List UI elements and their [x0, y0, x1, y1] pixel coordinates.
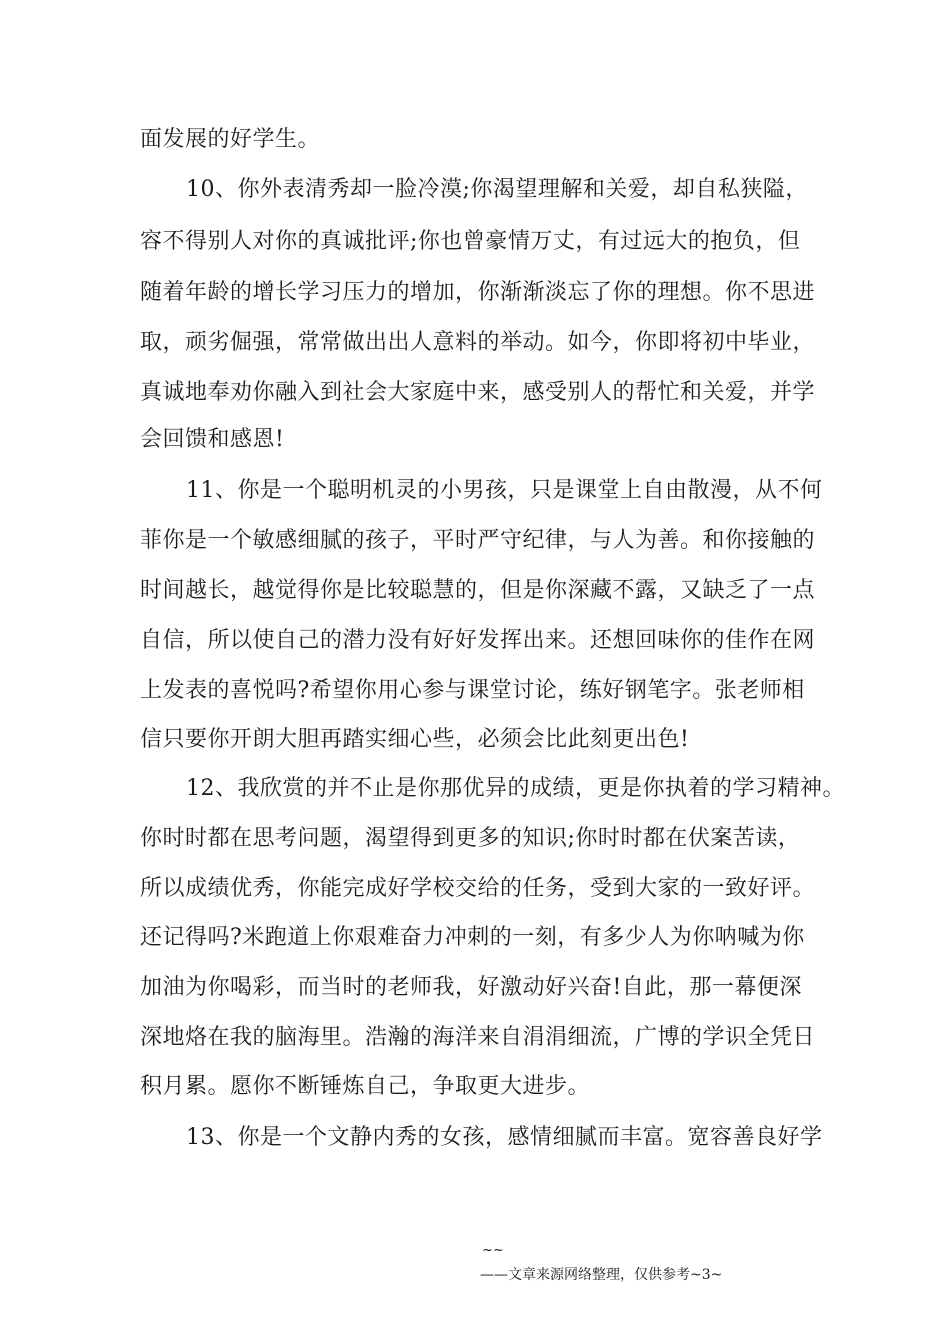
- paragraph-11-start: 11、你是一个聪明机灵的小男孩，只是课堂上自由散漫，从不何: [186, 478, 823, 503]
- text-line: 还记得吗?米跑道上你艰难奋力冲刺的一刻，有多少人为你呐喊为你: [140, 925, 805, 950]
- text-line: 自信，所以使自己的潜力没有好好发挥出来。还想回味你的佳作在网: [140, 628, 816, 653]
- paragraph-13-start: 13、你是一个文静内秀的女孩，感情细腻而丰富。宽容善良好学: [186, 1125, 823, 1150]
- text-line: 深地烙在我的脑海里。浩瀚的海洋来自涓涓细流，广博的学识全凭日: [140, 1025, 816, 1050]
- footer-mark: ~~: [482, 1243, 504, 1258]
- text-line: 取，顽劣倔强，常常做出出人意料的举动。如今，你即将初中毕业，: [140, 330, 816, 355]
- text-line: 积月累。愿你不断锤炼自己，争取更大进步。: [140, 1074, 591, 1099]
- text-line: 上发表的喜悦吗?希望你用心参与课堂讨论，练好钢笔字。张老师相: [140, 678, 805, 703]
- text-line: 你时时都在思考问题，渴望得到更多的知识;你时时都在伏案苦读，: [140, 826, 801, 851]
- paragraph-12-start: 12、我欣赏的并不止是你那优异的成绩，更是你执着的学习精神。: [186, 776, 845, 801]
- text-line: 加油为你喝彩，而当时的老师我，好激动好兴奋!自此，那一幕便深: [140, 975, 802, 1000]
- text-line: 面发展的好学生。: [140, 127, 321, 152]
- text-line: 菲你是一个敏感细腻的孩子，平时严守纪律，与人为善。和你接触的: [140, 528, 816, 553]
- text-line: 随着年龄的增长学习压力的增加，你渐渐淡忘了你的理想。你不思进: [140, 280, 816, 305]
- text-line: 信只要你开朗大胆再踏实细心些，必须会比此刻更出色!: [140, 727, 690, 752]
- text-line: 真诚地奉劝你融入到社会大家庭中来，感受别人的帮忙和关爱，并学: [140, 380, 816, 405]
- text-line: 会回馈和感恩!: [140, 427, 285, 452]
- paragraph-10-start: 10、你外表清秀却一脸冷漠;你渴望理解和关爱，却自私狭隘，: [186, 177, 808, 202]
- text-line: 所以成绩优秀，你能完成好学校交给的任务，受到大家的一致好评。: [140, 876, 816, 901]
- text-line: 容不得别人对你的真诚批评;你也曾豪情万丈，有过远大的抱负，但: [140, 229, 801, 254]
- footer-note: ——文章来源网络整理，仅供参考~3~: [480, 1267, 723, 1283]
- text-line: 时间越长，越觉得你是比较聪慧的，但是你深藏不露，又缺乏了一点: [140, 578, 816, 603]
